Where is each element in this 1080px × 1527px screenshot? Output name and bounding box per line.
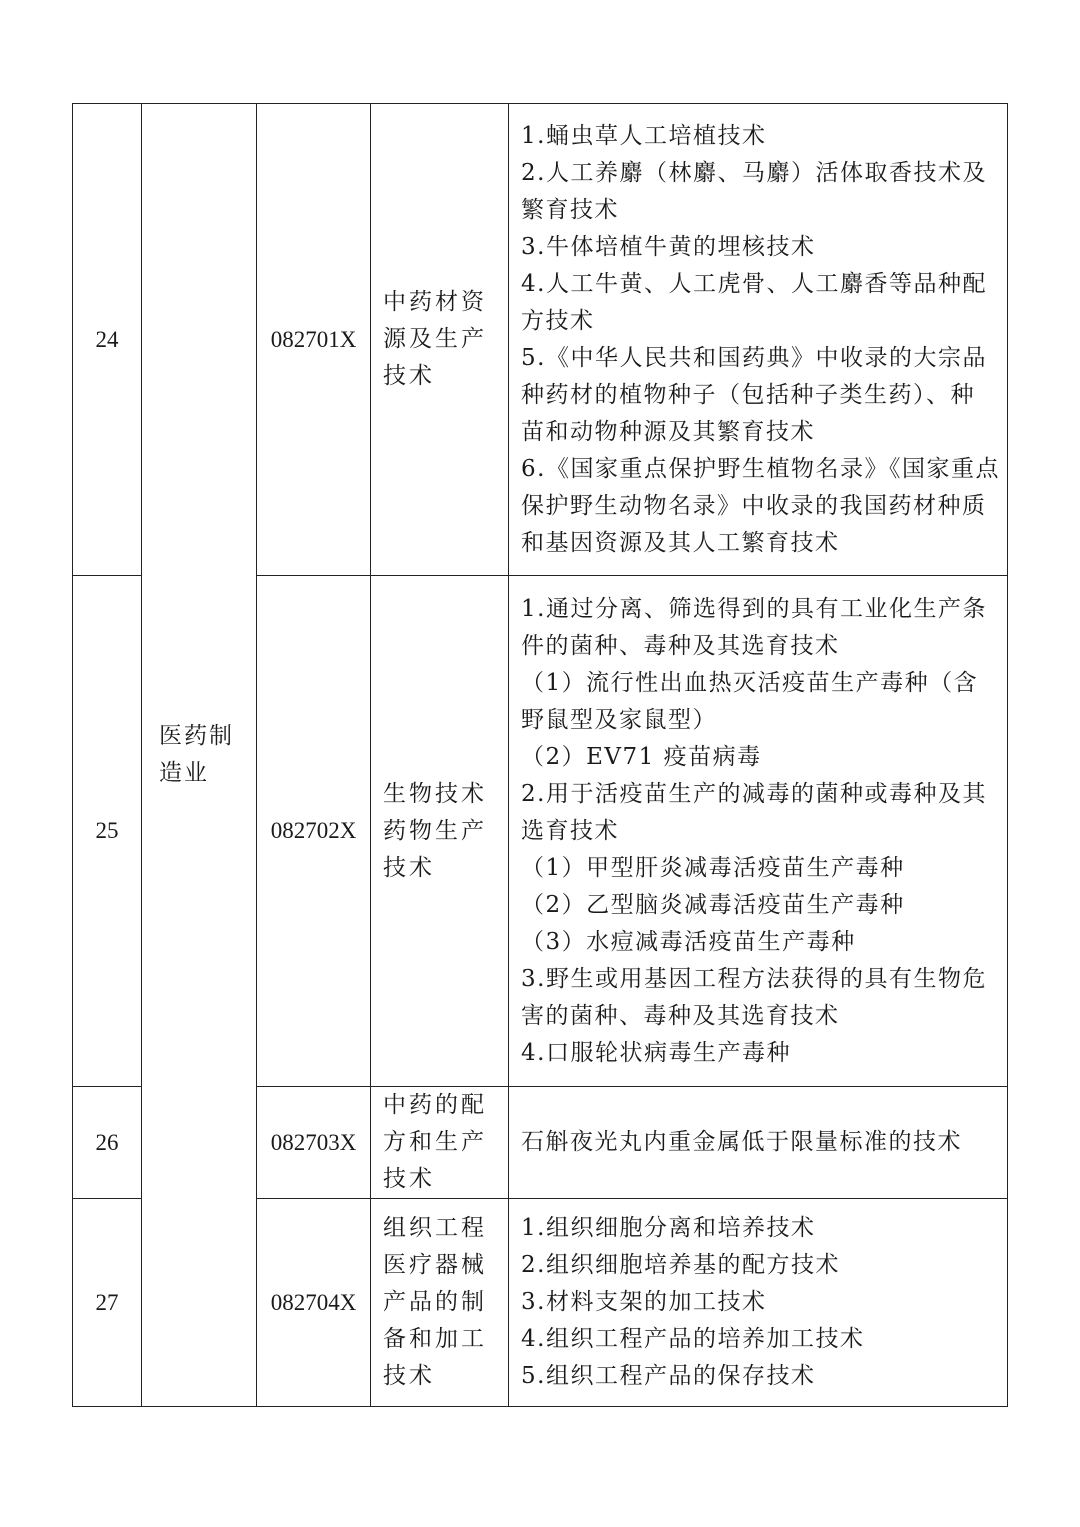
row-number: 27 <box>73 1199 142 1407</box>
tech-code: 082703X <box>257 1087 371 1199</box>
industry-label: 医药制 造业 <box>159 723 234 786</box>
tech-category: 组织工程 医疗器械 产品的制 备和加工 技术 <box>371 1199 509 1407</box>
tech-category: 中药的配 方和生产 技术 <box>371 1087 509 1199</box>
tech-items: 1.通过分离、筛选得到的具有工业化生产条 件的菌种、毒种及其选育技术 （1）流行性出血热灭活疫苗生产毒种（含 野鼠型及家鼠型） （2）EV71 疫苗病毒 2.用于活疫苗生产的减毒的菌种或毒种及其 选育技术 （1）甲型肝炎减毒活疫苗生产毒种 （2）乙型脑炎减毒活疫苗生产毒种 （3）水痘减毒活疫苗生产毒种 3.野生或用基因工程方法获得的具有生物危 害的菌种、毒种及其选育技术 4.口服轮状病毒生产毒种 <box>509 576 1008 1087</box>
tech-items: 1.组织细胞分离和培养技术 2.组织细胞培养基的配方技术 3.材料支架的加工技术 4.组织工程产品的培养加工技术 5.组织工程产品的保存技术 <box>509 1199 1008 1407</box>
row-number: 24 <box>73 104 142 576</box>
tech-category: 生物技术 药物生产 技术 <box>371 576 509 1087</box>
technology-table <box>72 103 1008 1407</box>
tech-code: 082704X <box>257 1199 371 1407</box>
tech-code: 082701X <box>257 104 371 576</box>
row-number: 26 <box>73 1087 142 1199</box>
tech-items: 1.蛹虫草人工培植技术 2.人工养麝（林麝、马麝）活体取香技术及 繁育技术 3.牛体培植牛黄的埋核技术 4.人工牛黄、人工虎骨、人工麝香等品种配 方技术 5.《中华人民共和国药典》中收录的大宗品 种药材的植物种子（包括种子类生药）、种 苗和动物种源及其繁育技术 6.《国家重点保护野生植物名录》《国家重点 保护野生动物名录》中收录的我国药材种质 和基因资源及其人工繁育技术 <box>509 104 1008 576</box>
industry-cell <box>142 104 257 1407</box>
tech-code: 082702X <box>257 576 371 1087</box>
tech-items: 石斛夜光丸内重金属低于限量标准的技术 <box>509 1087 1008 1199</box>
tech-category: 中药材资 源及生产 技术 <box>371 104 509 576</box>
table-body <box>73 104 1008 1407</box>
table-row <box>73 104 1008 576</box>
row-number: 25 <box>73 576 142 1087</box>
